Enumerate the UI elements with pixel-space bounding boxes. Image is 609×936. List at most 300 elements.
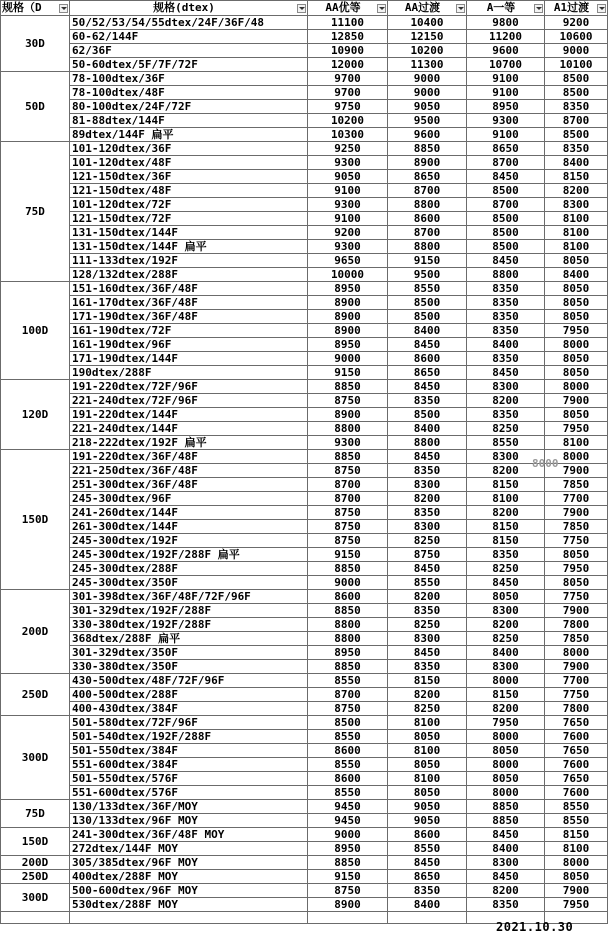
a-first-cell[interactable]: 8200 <box>467 394 545 408</box>
group-label-cell[interactable]: 50D <box>1 72 70 142</box>
a-first-cell[interactable]: 8500 <box>467 184 545 198</box>
header-a1-pass-cell[interactable] <box>545 1 608 16</box>
aa-pass-cell[interactable]: 8200 <box>388 688 467 702</box>
aa-pass-cell[interactable]: 8800 <box>388 436 467 450</box>
aa-premium-cell[interactable]: 8850 <box>308 660 388 674</box>
aa-pass-cell[interactable]: 8550 <box>388 576 467 590</box>
a1-pass-cell[interactable]: 7800 <box>545 702 608 716</box>
spec-cell[interactable]: 551-600dtex/384F <box>70 758 308 772</box>
a1-pass-cell[interactable]: 7750 <box>545 534 608 548</box>
a1-pass-cell[interactable]: 8500 <box>545 72 608 86</box>
aa-premium-cell[interactable]: 10000 <box>308 268 388 282</box>
spec-cell[interactable]: 190dtex/288F <box>70 366 308 380</box>
a1-pass-cell[interactable]: 7950 <box>545 898 608 912</box>
spec-cell[interactable]: 261-300dtex/144F <box>70 520 308 534</box>
aa-pass-cell[interactable]: 11300 <box>388 58 467 72</box>
filter-dropdown-icon[interactable] <box>534 4 543 13</box>
aa-premium-cell[interactable]: 8600 <box>308 772 388 786</box>
a1-pass-cell[interactable]: 8200 <box>545 184 608 198</box>
aa-pass-cell[interactable]: 8350 <box>388 604 467 618</box>
a1-pass-cell[interactable]: 7850 <box>545 478 608 492</box>
aa-premium-cell[interactable]: 8600 <box>308 744 388 758</box>
spec-cell[interactable]: 101-120dtex/72F <box>70 198 308 212</box>
aa-pass-cell[interactable]: 8450 <box>388 562 467 576</box>
filter-dropdown-icon[interactable] <box>456 4 465 13</box>
spec-cell[interactable]: 151-160dtex/36F/48F <box>70 282 308 296</box>
aa-pass-cell[interactable]: 8600 <box>388 828 467 842</box>
group-label-cell[interactable]: 200D <box>1 590 70 674</box>
a-first-cell[interactable]: 8350 <box>467 548 545 562</box>
aa-premium-cell[interactable]: 10300 <box>308 128 388 142</box>
aa-premium-cell[interactable]: 8900 <box>308 310 388 324</box>
aa-pass-cell[interactable]: 8700 <box>388 184 467 198</box>
aa-premium-cell[interactable]: 8700 <box>308 478 388 492</box>
aa-pass-cell[interactable]: 10200 <box>388 44 467 58</box>
a-first-cell[interactable]: 8650 <box>467 142 545 156</box>
aa-pass-cell[interactable]: 9050 <box>388 814 467 828</box>
aa-premium-cell[interactable]: 9000 <box>308 576 388 590</box>
aa-premium-cell[interactable]: 8800 <box>308 632 388 646</box>
a1-pass-cell[interactable]: 8500 <box>545 128 608 142</box>
spec-cell[interactable]: 301-329dtex/192F/288F <box>70 604 308 618</box>
spec-cell[interactable]: 62/36F <box>70 44 308 58</box>
aa-premium-cell[interactable]: 8850 <box>308 604 388 618</box>
aa-premium-cell[interactable]: 9300 <box>308 156 388 170</box>
aa-premium-cell[interactable]: 9000 <box>308 352 388 366</box>
aa-premium-cell[interactable]: 9150 <box>308 366 388 380</box>
a1-pass-cell[interactable]: 7650 <box>545 716 608 730</box>
a-first-cell[interactable]: 8400 <box>467 338 545 352</box>
aa-pass-cell[interactable]: 8500 <box>388 296 467 310</box>
group-label-cell[interactable]: 100D <box>1 282 70 380</box>
spec-cell[interactable]: 128/132dtex/288F <box>70 268 308 282</box>
a-first-cell[interactable]: 8300 <box>467 604 545 618</box>
spec-cell[interactable]: 272dtex/144F MOY <box>70 842 308 856</box>
aa-premium-cell[interactable]: 9450 <box>308 800 388 814</box>
spec-cell[interactable]: 121-150dtex/72F <box>70 212 308 226</box>
aa-pass-cell[interactable]: 8100 <box>388 716 467 730</box>
aa-premium-cell[interactable]: 8550 <box>308 786 388 800</box>
aa-pass-cell[interactable]: 8250 <box>388 702 467 716</box>
a-first-cell[interactable]: 8200 <box>467 506 545 520</box>
a1-pass-cell[interactable]: 8000 <box>545 646 608 660</box>
a1-pass-cell[interactable]: 8100 <box>545 436 608 450</box>
a-first-cell[interactable]: 8000 <box>467 730 545 744</box>
aa-premium-cell[interactable]: 9150 <box>308 870 388 884</box>
aa-premium-cell[interactable]: 8800 <box>308 422 388 436</box>
aa-premium-cell[interactable]: 8900 <box>308 296 388 310</box>
spec-cell[interactable]: 501-550dtex/384F <box>70 744 308 758</box>
aa-premium-cell[interactable]: 8700 <box>308 688 388 702</box>
aa-premium-cell[interactable]: 9300 <box>308 436 388 450</box>
a-first-cell[interactable]: 8250 <box>467 562 545 576</box>
a-first-cell[interactable]: 8500 <box>467 226 545 240</box>
spec-cell[interactable]: 121-150dtex/36F <box>70 170 308 184</box>
spec-cell[interactable]: 530dtex/288F MOY <box>70 898 308 912</box>
group-label-cell[interactable]: 250D <box>1 674 70 716</box>
a1-pass-cell[interactable]: 9200 <box>545 16 608 30</box>
spec-cell[interactable]: 81-88dtex/144F <box>70 114 308 128</box>
aa-pass-cell[interactable]: 8400 <box>388 898 467 912</box>
spec-cell[interactable]: 501-580dtex/72F/96F <box>70 716 308 730</box>
spec-cell[interactable]: 78-100dtex/36F <box>70 72 308 86</box>
a-first-cell[interactable]: 8350 <box>467 352 545 366</box>
spec-cell[interactable]: 305/385dtex/96F MOY <box>70 856 308 870</box>
a-first-cell[interactable]: 8450 <box>467 576 545 590</box>
a1-pass-cell[interactable]: 7950 <box>545 324 608 338</box>
filter-dropdown-icon[interactable] <box>297 4 306 13</box>
filter-dropdown-icon[interactable] <box>59 4 68 13</box>
a1-pass-cell[interactable]: 8100 <box>545 842 608 856</box>
aa-premium-cell[interactable]: 8900 <box>308 324 388 338</box>
aa-pass-cell[interactable]: 8650 <box>388 870 467 884</box>
a-first-cell[interactable]: 11200 <box>467 30 545 44</box>
aa-premium-cell[interactable]: 12850 <box>308 30 388 44</box>
a-first-cell[interactable]: 8450 <box>467 828 545 842</box>
spec-cell[interactable]: 131-150dtex/144F <box>70 226 308 240</box>
a1-pass-cell[interactable]: 7900 <box>545 884 608 898</box>
spec-cell[interactable]: 430-500dtex/48F/72F/96F <box>70 674 308 688</box>
group-label-cell[interactable]: 300D <box>1 884 70 912</box>
a1-pass-cell[interactable]: 8050 <box>545 352 608 366</box>
a1-pass-cell[interactable]: 7800 <box>545 618 608 632</box>
group-label-cell[interactable]: 250D <box>1 870 70 884</box>
a1-pass-cell[interactable]: 7950 <box>545 562 608 576</box>
aa-pass-cell[interactable]: 8500 <box>388 408 467 422</box>
aa-premium-cell[interactable]: 8850 <box>308 562 388 576</box>
aa-premium-cell[interactable]: 9100 <box>308 184 388 198</box>
aa-pass-cell[interactable]: 8800 <box>388 240 467 254</box>
aa-pass-cell[interactable]: 8450 <box>388 450 467 464</box>
spec-cell[interactable]: 330-380dtex/350F <box>70 660 308 674</box>
aa-pass-cell[interactable]: 9150 <box>388 254 467 268</box>
aa-premium-cell[interactable]: 8750 <box>308 394 388 408</box>
group-label-cell[interactable]: 75D <box>1 142 70 282</box>
spec-cell[interactable]: 161-190dtex/96F <box>70 338 308 352</box>
aa-pass-cell[interactable]: 8050 <box>388 758 467 772</box>
spec-cell[interactable]: 50/52/53/54/55dtex/24F/36F/48 <box>70 16 308 30</box>
aa-pass-cell[interactable]: 8250 <box>388 618 467 632</box>
aa-premium-cell[interactable]: 8500 <box>308 716 388 730</box>
a-first-cell[interactable]: 8300 <box>467 660 545 674</box>
a-first-cell[interactable]: 8400 <box>467 842 545 856</box>
a1-pass-cell[interactable]: 8050 <box>545 408 608 422</box>
spec-cell[interactable]: 89dtex/144F 扁平 <box>70 128 308 142</box>
a1-pass-cell[interactable]: 8050 <box>545 870 608 884</box>
aa-pass-cell[interactable]: 8100 <box>388 744 467 758</box>
header-a-first-cell[interactable] <box>467 1 545 16</box>
a-first-cell[interactable]: 8050 <box>467 744 545 758</box>
spec-cell[interactable]: 191-220dtex/144F <box>70 408 308 422</box>
header-aa-premium-cell[interactable] <box>308 1 388 16</box>
aa-premium-cell[interactable]: 8750 <box>308 884 388 898</box>
header-group-cell[interactable] <box>1 1 70 16</box>
a1-pass-cell[interactable]: 7900 <box>545 506 608 520</box>
aa-premium-cell[interactable]: 10200 <box>308 114 388 128</box>
aa-premium-cell[interactable]: 8850 <box>308 450 388 464</box>
aa-pass-cell[interactable]: 8350 <box>388 660 467 674</box>
group-label-cell[interactable]: 150D <box>1 828 70 856</box>
aa-pass-cell[interactable]: 8700 <box>388 226 467 240</box>
aa-premium-cell[interactable]: 8950 <box>308 338 388 352</box>
aa-premium-cell[interactable]: 12000 <box>308 58 388 72</box>
aa-premium-cell[interactable]: 8900 <box>308 898 388 912</box>
aa-premium-cell[interactable]: 8750 <box>308 520 388 534</box>
a-first-cell[interactable]: 8300 <box>467 450 545 464</box>
a1-pass-cell[interactable]: 8300 <box>545 198 608 212</box>
spec-cell[interactable]: 241-260dtex/144F <box>70 506 308 520</box>
spec-cell[interactable]: 80-100dtex/24F/72F <box>70 100 308 114</box>
a-first-cell[interactable]: 8700 <box>467 156 545 170</box>
a1-pass-cell[interactable]: 8050 <box>545 576 608 590</box>
a-first-cell[interactable]: 8000 <box>467 674 545 688</box>
a-first-cell[interactable]: 8200 <box>467 618 545 632</box>
a-first-cell[interactable]: 8350 <box>467 296 545 310</box>
a1-pass-cell[interactable]: 7700 <box>545 674 608 688</box>
aa-pass-cell[interactable]: 8600 <box>388 212 467 226</box>
aa-pass-cell[interactable]: 8400 <box>388 422 467 436</box>
filter-dropdown-icon[interactable] <box>377 4 386 13</box>
spec-cell[interactable]: 245-300dtex/192F/288F 扁平 <box>70 548 308 562</box>
a-first-cell[interactable]: 8550 <box>467 436 545 450</box>
aa-pass-cell[interactable]: 8550 <box>388 282 467 296</box>
aa-pass-cell[interactable]: 8300 <box>388 478 467 492</box>
a-first-cell[interactable]: 8450 <box>467 870 545 884</box>
a-first-cell[interactable]: 8350 <box>467 282 545 296</box>
aa-premium-cell[interactable]: 11100 <box>308 16 388 30</box>
a-first-cell[interactable]: 8700 <box>467 198 545 212</box>
a1-pass-cell[interactable]: 8550 <box>545 800 608 814</box>
a1-pass-cell[interactable]: 7850 <box>545 632 608 646</box>
a1-pass-cell[interactable]: 7650 <box>545 772 608 786</box>
aa-premium-cell[interactable]: 8850 <box>308 856 388 870</box>
spec-cell[interactable]: 131-150dtex/144F 扁平 <box>70 240 308 254</box>
spec-cell[interactable]: 101-120dtex/36F <box>70 142 308 156</box>
a1-pass-cell[interactable]: 8100 <box>545 240 608 254</box>
a-first-cell[interactable]: 8000 <box>467 758 545 772</box>
spec-cell[interactable]: 130/133dtex/36F/MOY <box>70 800 308 814</box>
aa-premium-cell[interactable]: 9450 <box>308 814 388 828</box>
spec-cell[interactable]: 161-170dtex/36F/48F <box>70 296 308 310</box>
spec-cell[interactable]: 221-250dtex/36F/48F <box>70 464 308 478</box>
spec-cell[interactable]: 191-220dtex/36F/48F <box>70 450 308 464</box>
a-first-cell[interactable]: 8300 <box>467 380 545 394</box>
aa-premium-cell[interactable]: 9150 <box>308 548 388 562</box>
aa-premium-cell[interactable]: 8950 <box>308 842 388 856</box>
a-first-cell[interactable]: 8250 <box>467 422 545 436</box>
spec-cell[interactable]: 551-600dtex/576F <box>70 786 308 800</box>
a1-pass-cell[interactable]: 7750 <box>545 590 608 604</box>
aa-premium-cell[interactable]: 8550 <box>308 730 388 744</box>
spec-cell[interactable]: 171-190dtex/144F <box>70 352 308 366</box>
a1-pass-cell[interactable]: 7600 <box>545 786 608 800</box>
aa-premium-cell[interactable]: 10900 <box>308 44 388 58</box>
spec-cell[interactable]: 221-240dtex/144F <box>70 422 308 436</box>
a1-pass-cell[interactable]: 8000 <box>545 338 608 352</box>
a-first-cell[interactable]: 9100 <box>467 72 545 86</box>
a1-pass-cell[interactable]: 7650 <box>545 744 608 758</box>
a-first-cell[interactable]: 9100 <box>467 86 545 100</box>
aa-pass-cell[interactable]: 8300 <box>388 520 467 534</box>
spec-cell[interactable]: 60-62/144F <box>70 30 308 44</box>
a1-pass-cell[interactable]: 7900 <box>545 464 608 478</box>
aa-pass-cell[interactable]: 9000 <box>388 86 467 100</box>
a-first-cell[interactable]: 8350 <box>467 408 545 422</box>
a-first-cell[interactable]: 8000 <box>467 786 545 800</box>
a1-pass-cell[interactable]: 7900 <box>545 660 608 674</box>
aa-pass-cell[interactable]: 8350 <box>388 506 467 520</box>
spec-cell[interactable]: 101-120dtex/48F <box>70 156 308 170</box>
a1-pass-cell[interactable]: 8050 <box>545 310 608 324</box>
spec-cell[interactable]: 218-222dtex/192F 扁平 <box>70 436 308 450</box>
a1-pass-cell[interactable]: 7950 <box>545 422 608 436</box>
spec-cell[interactable]: 400dtex/288F MOY <box>70 870 308 884</box>
a1-pass-cell[interactable]: 7900 <box>545 394 608 408</box>
aa-pass-cell[interactable]: 9050 <box>388 100 467 114</box>
a-first-cell[interactable]: 9300 <box>467 114 545 128</box>
a-first-cell[interactable]: 8150 <box>467 534 545 548</box>
aa-pass-cell[interactable]: 8350 <box>388 394 467 408</box>
a1-pass-cell[interactable]: 9000 <box>545 44 608 58</box>
a1-pass-cell[interactable]: 8150 <box>545 828 608 842</box>
aa-pass-cell[interactable]: 8450 <box>388 856 467 870</box>
aa-premium-cell[interactable]: 8950 <box>308 646 388 660</box>
aa-premium-cell[interactable]: 9250 <box>308 142 388 156</box>
spec-cell[interactable]: 161-190dtex/72F <box>70 324 308 338</box>
a1-pass-cell[interactable]: 8550 <box>545 814 608 828</box>
spec-cell[interactable]: 245-300dtex/192F <box>70 534 308 548</box>
aa-pass-cell[interactable]: 10400 <box>388 16 467 30</box>
aa-premium-cell[interactable]: 8750 <box>308 506 388 520</box>
spec-cell[interactable]: 501-550dtex/576F <box>70 772 308 786</box>
spec-cell[interactable]: 245-300dtex/96F <box>70 492 308 506</box>
a-first-cell[interactable]: 8200 <box>467 702 545 716</box>
spec-cell[interactable]: 301-329dtex/350F <box>70 646 308 660</box>
a1-pass-cell[interactable]: 8400 <box>545 156 608 170</box>
a1-pass-cell[interactable]: 8100 <box>545 212 608 226</box>
a-first-cell[interactable]: 8350 <box>467 898 545 912</box>
spec-cell[interactable]: 500-600dtex/96F MOY <box>70 884 308 898</box>
aa-premium-cell[interactable]: 8900 <box>308 408 388 422</box>
a1-pass-cell[interactable]: 8000 <box>545 450 608 464</box>
spec-cell[interactable]: 251-300dtex/36F/48F <box>70 478 308 492</box>
a-first-cell[interactable]: 8500 <box>467 240 545 254</box>
aa-pass-cell[interactable]: 9600 <box>388 128 467 142</box>
aa-pass-cell[interactable]: 8050 <box>388 786 467 800</box>
a1-pass-cell[interactable]: 7600 <box>545 758 608 772</box>
spec-cell[interactable]: 50-60dtex/5F/7F/72F <box>70 58 308 72</box>
aa-pass-cell[interactable]: 9500 <box>388 114 467 128</box>
spec-cell[interactable]: 241-300dtex/36F/48F MOY <box>70 828 308 842</box>
aa-pass-cell[interactable]: 8550 <box>388 842 467 856</box>
aa-pass-cell[interactable]: 9500 <box>388 268 467 282</box>
aa-premium-cell[interactable]: 8850 <box>308 380 388 394</box>
aa-premium-cell[interactable]: 9050 <box>308 170 388 184</box>
aa-pass-cell[interactable]: 8100 <box>388 772 467 786</box>
group-label-cell[interactable]: 200D <box>1 856 70 870</box>
a-first-cell[interactable]: 8500 <box>467 212 545 226</box>
a-first-cell[interactable]: 8250 <box>467 632 545 646</box>
aa-premium-cell[interactable]: 8950 <box>308 282 388 296</box>
a1-pass-cell[interactable]: 8050 <box>545 548 608 562</box>
a1-pass-cell[interactable]: 8050 <box>545 282 608 296</box>
a1-pass-cell[interactable]: 10100 <box>545 58 608 72</box>
aa-premium-cell[interactable]: 9100 <box>308 212 388 226</box>
aa-premium-cell[interactable]: 8550 <box>308 674 388 688</box>
a-first-cell[interactable]: 9100 <box>467 128 545 142</box>
a1-pass-cell[interactable]: 8050 <box>545 366 608 380</box>
aa-premium-cell[interactable]: 9000 <box>308 828 388 842</box>
a-first-cell[interactable]: 8100 <box>467 492 545 506</box>
a-first-cell[interactable]: 8050 <box>467 590 545 604</box>
a-first-cell[interactable]: 8950 <box>467 100 545 114</box>
aa-premium-cell[interactable]: 8750 <box>308 464 388 478</box>
aa-premium-cell[interactable]: 9700 <box>308 86 388 100</box>
a-first-cell[interactable]: 8850 <box>467 814 545 828</box>
a-first-cell[interactable]: 8850 <box>467 800 545 814</box>
header-spec-cell[interactable] <box>70 1 308 16</box>
a-first-cell[interactable]: 7950 <box>467 716 545 730</box>
aa-pass-cell[interactable]: 12150 <box>388 30 467 44</box>
group-label-cell[interactable]: 120D <box>1 380 70 450</box>
spec-cell[interactable]: 221-240dtex/72F/96F <box>70 394 308 408</box>
a-first-cell[interactable]: 9800 <box>467 16 545 30</box>
aa-premium-cell[interactable]: 8800 <box>308 618 388 632</box>
a1-pass-cell[interactable]: 8050 <box>545 254 608 268</box>
aa-pass-cell[interactable]: 8350 <box>388 464 467 478</box>
a1-pass-cell[interactable]: 8000 <box>545 380 608 394</box>
spec-cell[interactable]: 400-430dtex/384F <box>70 702 308 716</box>
a1-pass-cell[interactable]: 7900 <box>545 604 608 618</box>
spec-cell[interactable]: 121-150dtex/48F <box>70 184 308 198</box>
a-first-cell[interactable]: 8450 <box>467 170 545 184</box>
a1-pass-cell[interactable]: 8400 <box>545 268 608 282</box>
aa-pass-cell[interactable]: 8800 <box>388 198 467 212</box>
a-first-cell[interactable]: 9600 <box>467 44 545 58</box>
spec-cell[interactable]: 191-220dtex/72F/96F <box>70 380 308 394</box>
filter-dropdown-icon[interactable] <box>597 4 606 13</box>
aa-premium-cell[interactable]: 8550 <box>308 758 388 772</box>
aa-premium-cell[interactable]: 8750 <box>308 702 388 716</box>
a1-pass-cell[interactable]: 10600 <box>545 30 608 44</box>
group-label-cell[interactable]: 75D <box>1 800 70 828</box>
a1-pass-cell[interactable]: 8000 <box>545 856 608 870</box>
spec-cell[interactable]: 245-300dtex/350F <box>70 576 308 590</box>
aa-premium-cell[interactable]: 9650 <box>308 254 388 268</box>
a-first-cell[interactable]: 10700 <box>467 58 545 72</box>
group-label-cell[interactable]: 30D <box>1 16 70 72</box>
aa-pass-cell[interactable]: 8450 <box>388 338 467 352</box>
a-first-cell[interactable]: 8150 <box>467 520 545 534</box>
spec-cell[interactable]: 78-100dtex/48F <box>70 86 308 100</box>
a-first-cell[interactable]: 8450 <box>467 254 545 268</box>
aa-pass-cell[interactable]: 8300 <box>388 632 467 646</box>
aa-pass-cell[interactable]: 8250 <box>388 534 467 548</box>
spec-cell[interactable]: 111-133dtex/192F <box>70 254 308 268</box>
a-first-cell[interactable]: 8200 <box>467 884 545 898</box>
a1-pass-cell[interactable]: 8050 <box>545 296 608 310</box>
header-aa-pass-cell[interactable] <box>388 1 467 16</box>
aa-premium-cell[interactable]: 9300 <box>308 240 388 254</box>
a1-pass-cell[interactable]: 8150 <box>545 170 608 184</box>
a-first-cell[interactable]: 8150 <box>467 688 545 702</box>
aa-pass-cell[interactable]: 8450 <box>388 646 467 660</box>
spec-cell[interactable]: 301-398dtex/36F/48F/72F/96F <box>70 590 308 604</box>
aa-premium-cell[interactable]: 9200 <box>308 226 388 240</box>
aa-premium-cell[interactable]: 8750 <box>308 534 388 548</box>
spec-cell[interactable]: 400-500dtex/288F <box>70 688 308 702</box>
aa-pass-cell[interactable]: 8150 <box>388 674 467 688</box>
